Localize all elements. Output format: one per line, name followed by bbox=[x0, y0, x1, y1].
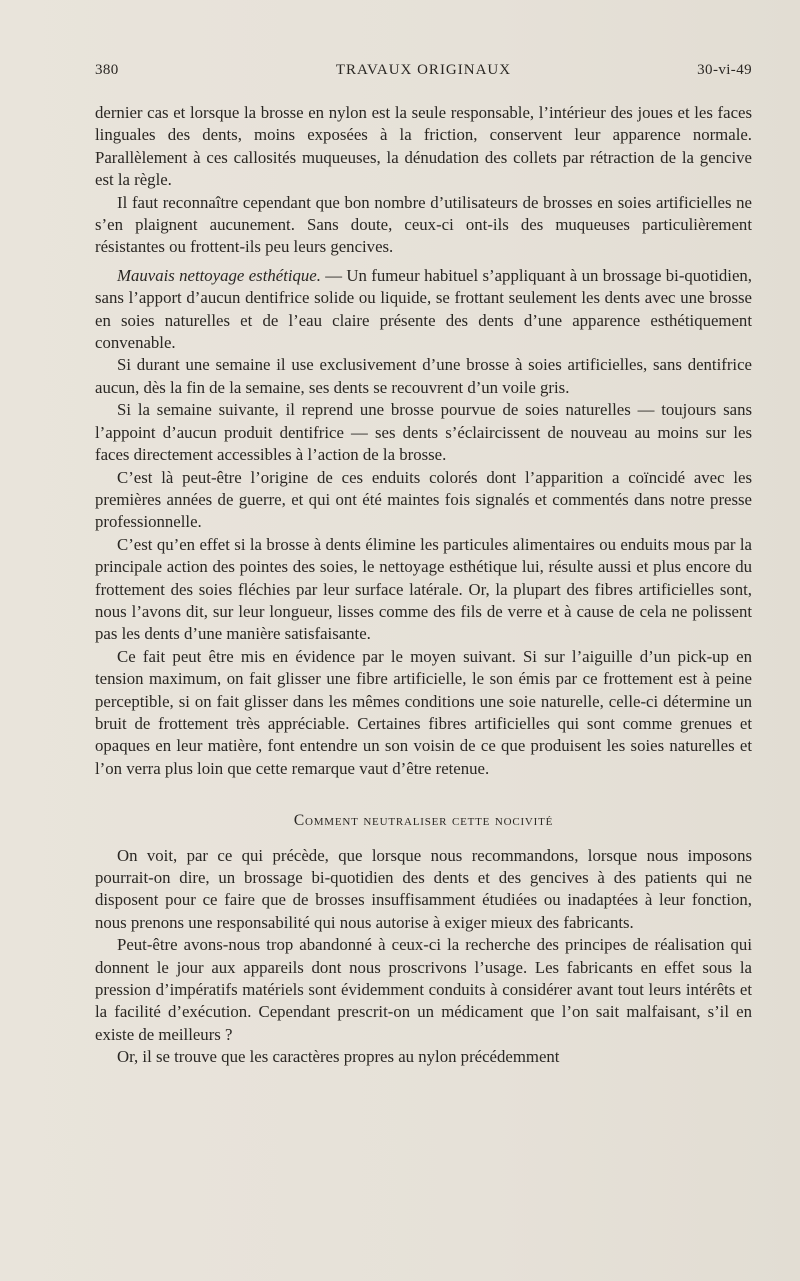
paragraph: Peut-être avons-nous trop abandonné à ceux-ci la recherche des principes de réalisation qui donnent le jour aux appareils dont nous proscrivons l’usage. Les fabricants en effet sous la pression d’impératifs matériels sont évidemment conduits à considérer avant tout leurs intérêts et la facilité d’exécution. Cependant prescrit-on un médicament que l’on sait malfaisant, s’il en existe de meilleurs ? bbox=[95, 935, 752, 1044]
paragraph: Si durant une semaine il use exclusivement d’une brosse à soies artificielles, sans dentifrice aucun, dès la fin de la semaine, ses dents se recouvrent d’un voile gris. bbox=[95, 355, 752, 397]
subsection-title: Mauvais nettoyage esthétique. bbox=[117, 265, 321, 285]
subsection-text: — Un fumeur habituel s’appliquant à un brossage bi-quotidien, sans l’apport d’aucun dentifrice solide ou liquide, se frottant seulement les dents avec une brosse en soies naturelles et de l’eau claire présente des dents d’une apparence esthétiquement convenable. bbox=[95, 265, 752, 353]
issue-date: 30-vi-49 bbox=[697, 62, 752, 78]
article-body bbox=[95, 102, 752, 1069]
paragraph: C’est qu’en effet si la brosse à dents élimine les particules alimentaires ou enduits mous par la principale action des pointes des soies, le nettoyage esthétique lui, résulte aussi et plus encore du frottement des soies fléchies par leur surface latérale. Or, la plupart des fibres artificielles sont, nous l’avons dit, sur leur longueur, lisses comme des fils de verre et à cause de cela ne polissent pas les dents d’une manière satisfaisante. bbox=[95, 534, 752, 644]
paragraph: On voit, par ce qui précède, que lorsque nous recommandons, lorsque nous imposons pourrait-on dire, un brossage bi-quotidien des dents et des gencives à des patients qui ne disposent pour ce faire que de brosses insuffisamment étudiées ou inadaptées à leur fonction, nous prenons une responsabilité qui nous autorise à exiger mieux des fabricants. bbox=[95, 845, 752, 932]
running-title: TRAVAUX ORIGINAUX bbox=[335, 62, 512, 78]
subsection-paragraph bbox=[95, 265, 752, 355]
section-heading: Comment neutraliser cette nocivité bbox=[293, 812, 554, 830]
paragraph: C’est là peut-être l’origine de ces enduits colorés dont l’apparition a coïncidé avec les premières années de guerre, et qui ont été maintes fois signalés et commentés dans notre presse professionnelle. bbox=[95, 467, 752, 532]
paragraph: Si la semaine suivante, il reprend une brosse pourvue de soies naturelles — toujours sans l’appoint d’aucun produit dentifrice — ses dents s’éclaircissent de nouveau au moins sur les faces directement accessibles à l’action de la brosse. bbox=[95, 400, 752, 465]
page-number: 380 bbox=[95, 62, 119, 78]
paragraph: dernier cas et lorsque la brosse en nylon est la seule responsable, l’intérieur des joues et les faces linguales des dents, moins exposées à la friction, conservent leur apparence normale. Parallèlement à ces callosités muqueuses, la dénudation des collets par rétraction de la gencive est la règle. bbox=[95, 103, 752, 190]
paragraph: Il faut reconnaître cependant que bon nombre d’utilisateurs de brosses en soies artificielles ne s’en plaignent aucunement. Sans doute, ceux-ci ont-ils des muqueuses particulièrement résistantes ou frottent-ils peu leurs gencives. bbox=[95, 192, 752, 257]
paragraph: Ce fait peut être mis en évidence par le moyen suivant. Si sur l’aiguille d’un pick-up en tension maximum, on fait glisser une fibre artificielle, le son émis par ce frottement est à peine perceptible, si on fait glisser dans les mêmes conditions une soie naturelle, celle-ci détermine un bruit de frottement très appréciable. Certaines fibres artificielles qui sont comme grenues et opaques en leur matière, font entendre un son voisin de ce que produisent les soies naturelles et l’on verra plus loin que cette remarque vaut d’être retenue. bbox=[95, 646, 752, 778]
paragraph: Or, il se trouve que les caractères propres au nylon précédemment bbox=[117, 1047, 560, 1067]
running-header bbox=[95, 0, 752, 102]
